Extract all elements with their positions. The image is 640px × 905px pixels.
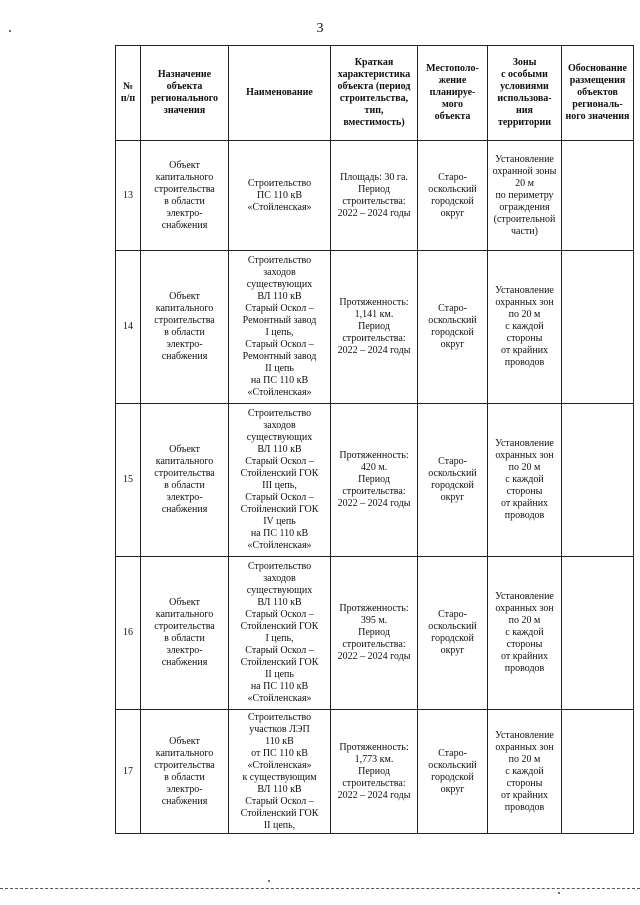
cell-text-line: заходов [263,420,296,431]
cell-text-line: Стойленский ГОК [240,657,319,668]
header-text-line: Назначение [157,69,212,80]
cell-text-line: капитального [155,747,214,759]
header-num [116,46,141,141]
cell-text-line: 2022 – 2024 годы [337,789,411,801]
cell-location [418,404,488,557]
cell-text-line: Протяженность: [339,297,409,308]
cell-text-line: строительства: [342,486,406,497]
cell-text-line: 2022 – 2024 годы [337,207,411,219]
table-row [116,404,634,557]
cell-zones [488,141,562,251]
table-header-row [116,46,634,141]
cell-text-line: Установление [495,153,554,165]
cell-text-line: от крайних [500,651,549,662]
cell-text-line: Старый Оскол – [245,456,314,467]
header-text-line: ния [516,105,533,116]
cell-text-line: снабжения [161,219,208,231]
header-text-line: объекта (период [337,81,411,92]
cell-text-line: охранных зон [495,603,554,614]
cell-text-line: Площадь: 30 га. [340,171,408,183]
cell-justification [562,557,634,710]
cell-text-line: с каждой [505,474,544,485]
cell-text-line: строительства [154,315,215,326]
cell-text-line: 2022 – 2024 годы [337,498,411,509]
table-row [116,141,634,251]
cell-text-line: Строительство [247,561,312,572]
cell-text-line: снабжения [161,351,208,362]
header-text-line: условиями [500,81,549,92]
cell-text-line: Стойленский ГОК [240,807,319,819]
cell-text-line: с каждой [505,321,544,332]
cell-text-line: 1,141 км. [354,309,394,320]
cell-characteristic [331,557,418,710]
cell-text-line: Старый Оскол – [245,492,314,503]
cell-text-line: в области [164,771,205,783]
cell-text-line: существующих [246,585,313,596]
cell-text-line: «Стойленская» [247,201,312,213]
cell-text-line: Объект [169,735,200,747]
cell-zones [488,251,562,404]
cell-text-line: строительства: [342,777,406,789]
header-text-line: регионального [150,93,219,104]
cell-text-line: II цепь, [263,819,296,831]
header-purpose [141,46,229,141]
table-row [116,557,634,710]
cell-characteristic [331,404,418,557]
table-row [116,710,634,834]
header-text-line: значения [163,105,206,116]
cell-text-line: 420 м. [360,462,388,473]
cell-text-line: Старо- [438,747,467,759]
header-text-line: жение [438,75,467,86]
header-text-line: объекта [166,81,203,92]
cell-text-line: «Стойленская» [247,759,312,771]
cell-text-line: городской [431,195,474,207]
cell-text-line: Стойленский ГОК [240,504,319,515]
header-text-line: размещения [569,75,626,86]
cell-text-line: строительства: [342,333,406,344]
row-number: 16 [116,557,141,710]
cell-location [418,557,488,710]
header-text-line: использова- [497,93,552,104]
cell-text-line: строительства [154,759,215,771]
cell-text-line: округ [440,339,465,350]
cell-text-line: в области [164,327,205,338]
header-text-line: мого [442,99,463,110]
scan-speck [9,30,11,32]
cell-text-line: снабжения [161,795,208,807]
cell-text-line: электро- [166,207,203,219]
row-number: 15 [116,404,141,557]
cell-text-line: Ремонтный завод [242,315,317,326]
cell-text-line: электро- [166,645,203,656]
table-row [116,251,634,404]
cell-name [229,557,331,710]
cell-text-line: Старый Оскол – [245,795,314,807]
cell-text-line: стороны [506,777,543,789]
cell-text-line: Установление [495,729,554,741]
cell-text-line: II цепь [265,363,294,374]
header-text-line: региональ- [572,99,623,110]
cell-text-line: с каждой [505,765,544,777]
cell-text-line: II цепь [265,669,294,680]
cell-justification [562,141,634,251]
table-body [116,141,634,834]
row-number: 17 [116,710,141,834]
cell-text-line: «Стойленская» [247,540,312,551]
header-text-line: планируе- [429,87,476,98]
cell-text-line: стороны [506,333,543,344]
cell-text-line: на ПС 110 кВ [250,681,309,692]
cell-text-line: на ПС 110 кВ [250,528,309,539]
cell-text-line: Старый Оскол – [245,339,314,350]
cell-text-line: «Стойленская» [247,387,312,398]
header-text-line: объекта [434,111,471,122]
cell-text-line: Протяженность: [339,603,409,614]
cell-text-line: в области [164,633,205,644]
header-text-line: объектов [577,87,618,98]
cell-text-line: 395 м. [360,615,388,626]
cell-name [229,404,331,557]
cell-name [229,710,331,834]
header-text-line: территории [497,117,552,128]
cell-text-line: от ПС 110 кВ [251,747,308,759]
regional-objects-table [115,45,634,834]
header-text-line: тип, [364,105,384,116]
cell-text-line: с каждой [505,627,544,638]
cell-text-line: округ [440,492,465,503]
header-zones [488,46,562,141]
cell-text-line: оскольский [428,315,477,326]
cell-text-line: «Стойленская» [247,693,312,704]
cell-text-line: снабжения [161,657,208,668]
cell-text-line: городской [431,480,474,491]
cell-zones [488,404,562,557]
cell-text-line: строительства: [342,639,406,650]
cell-text-line: 2022 – 2024 годы [337,345,411,356]
header-text-line: Наименование [246,87,313,98]
cell-name [229,251,331,404]
cell-text-line: Период [358,627,390,638]
cell-text-line: проводов [504,663,545,674]
cell-zones [488,557,562,710]
cell-text-line: 20 м [515,177,534,189]
header-name [229,46,331,141]
cell-name [229,141,331,251]
cell-text-line: ограждения [499,201,550,213]
cell-text-line: капитального [155,171,214,183]
cell-text-line: охранной зоны [492,165,557,177]
cell-text-line: капитального [155,609,214,620]
cell-text-line: охранных зон [495,450,554,461]
cell-text-line: Установление [495,438,554,449]
cell-text-line: Старо- [438,456,467,467]
cell-justification [562,251,634,404]
header-text-line: характеристика [337,69,411,80]
header-location [418,46,488,141]
row-number: 13 [116,141,141,251]
header-text-line: Местополо- [426,63,479,74]
cell-text-line: (строительной [493,213,556,225]
cell-text-line: IV цепь [263,516,296,527]
row-number: 14 [116,251,141,404]
header-text-line: ного значения [565,111,630,122]
cell-text-line: Строительство [247,408,312,419]
cell-text-line: округ [440,783,465,795]
cell-text-line: заходов [263,573,296,584]
cell-justification [562,404,634,557]
cell-text-line: капитального [155,456,214,467]
cell-text-line: от крайних [500,789,549,801]
cell-text-line: городской [431,327,474,338]
cell-text-line: оскольский [428,183,477,195]
cell-text-line: городской [431,633,474,644]
header-text-line: Зоны [512,57,537,68]
cell-purpose [141,141,229,251]
table-header [116,46,634,141]
cell-text-line: к существующим [242,771,317,783]
cell-text-line: электро- [166,492,203,503]
cell-text-line: Объект [169,444,200,455]
cell-text-line: проводов [504,510,545,521]
cell-text-line: Объект [169,291,200,302]
cell-text-line: капитального [155,303,214,314]
cell-text-line: по 20 м [508,753,541,765]
cell-text-line: 110 кВ [265,735,294,747]
cell-text-line: Объект [169,597,200,608]
cell-location [418,251,488,404]
cell-text-line: Старый Оскол – [245,303,314,314]
header-text-line: строительства, [339,93,409,104]
cell-text-line: от крайних [500,498,549,509]
header-text-line: вместимость) [343,117,405,128]
cell-text-line: Стойленский ГОК [240,621,319,632]
cell-text-line: Период [358,183,390,195]
cell-text-line: оскольский [428,468,477,479]
header-characteristic [331,46,418,141]
cell-text-line: проводов [504,357,545,368]
cell-text-line: строительства [154,183,215,195]
cell-text-line: электро- [166,339,203,350]
cell-text-line: I цепь, [265,633,294,644]
cell-text-line: охранных зон [495,297,554,308]
cell-text-line: округ [440,207,465,219]
cell-text-line: электро- [166,783,203,795]
cell-text-line: по 20 м [508,309,541,320]
cell-text-line: участков ЛЭП [249,723,310,735]
cell-zones [488,710,562,834]
cell-text-line: Ремонтный завод [242,351,317,362]
header-text-line: п/п [120,93,136,104]
cell-text-line: стороны [506,486,543,497]
cell-text-line: ВЛ 110 кВ [257,291,302,302]
cell-location [418,710,488,834]
cell-text-line: Старо- [438,171,467,183]
cell-text-line: Строительство [247,177,312,189]
cell-purpose [141,557,229,710]
page-number: 3 [316,21,324,36]
cell-text-line: Строительство [247,255,312,266]
header-text-line: с особыми [501,69,548,80]
header-text-line: Обоснование [568,63,627,74]
cell-text-line: Объект [169,159,200,171]
cell-characteristic [331,710,418,834]
cell-purpose [141,404,229,557]
cell-text-line: по периметру [495,189,554,201]
cell-text-line: Протяженность: [339,450,409,461]
cell-text-line: в области [164,480,205,491]
cell-text-line: строительства: [342,195,406,207]
cell-location [418,141,488,251]
cell-text-line: Стойленский ГОК [240,468,319,479]
header-text-line: № [122,81,134,92]
cell-justification [562,710,634,834]
cell-text-line: Период [358,321,390,332]
cell-text-line: 1,773 км. [354,753,394,765]
cell-text-line: Период [358,474,390,485]
cell-text-line: существующих [246,279,313,290]
header-justification [562,46,634,141]
cell-text-line: Строительство [247,711,312,723]
cell-text-line: в области [164,195,205,207]
cell-characteristic [331,141,418,251]
cell-text-line: существующих [246,432,313,443]
cell-text-line: ВЛ 110 кВ [257,444,302,455]
cell-text-line: ВЛ 110 кВ [257,783,302,795]
cell-text-line: ВЛ 110 кВ [257,597,302,608]
cell-text-line: строительства [154,621,215,632]
cell-text-line: стороны [506,639,543,650]
cell-text-line: Установление [495,591,554,602]
cell-text-line: Старо- [438,609,467,620]
cell-text-line: строительства [154,468,215,479]
cell-text-line: оскольский [428,759,477,771]
cell-text-line: III цепь, [262,480,297,491]
cell-characteristic [331,251,418,404]
cell-text-line: на ПС 110 кВ [250,375,309,386]
cell-text-line: Установление [495,285,554,296]
cell-purpose [141,710,229,834]
cell-text-line: проводов [504,801,545,813]
footer-rule [0,888,640,889]
cell-text-line: охранных зон [495,741,554,753]
cell-text-line: ПС 110 кВ [256,189,303,201]
cell-text-line: снабжения [161,504,208,515]
cell-purpose [141,251,229,404]
cell-text-line: Протяженность: [339,741,409,753]
scan-speck [558,892,560,894]
cell-text-line: оскольский [428,621,477,632]
cell-text-line: городской [431,771,474,783]
cell-text-line: Период [358,765,390,777]
cell-text-line: части) [511,225,538,237]
cell-text-line: по 20 м [508,462,541,473]
cell-text-line: I цепь, [265,327,294,338]
cell-text-line: заходов [263,267,296,278]
cell-text-line: Старый Оскол – [245,609,314,620]
cell-text-line: Старо- [438,303,467,314]
cell-text-line: по 20 м [508,615,541,626]
cell-text-line: Старый Оскол – [245,645,314,656]
scan-speck [268,880,270,882]
cell-text-line: округ [440,645,465,656]
cell-text-line: 2022 – 2024 годы [337,651,411,662]
cell-text-line: от крайних [500,345,549,356]
header-text-line: Краткая [354,57,394,68]
